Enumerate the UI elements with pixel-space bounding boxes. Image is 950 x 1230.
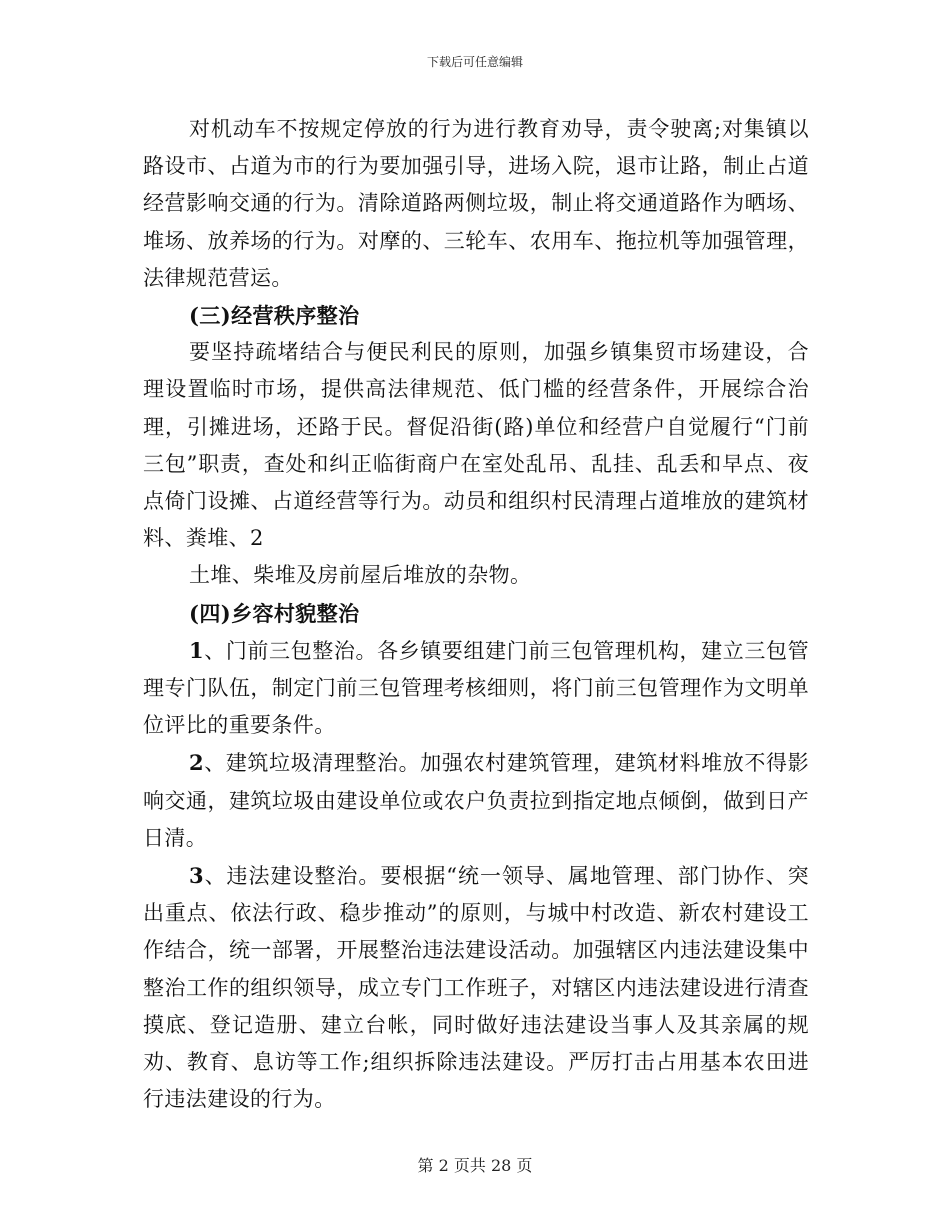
- page-header: 下载后可任意编辑: [426, 55, 523, 69]
- section-heading-business-order: (三)经营秩序整治: [189, 303, 360, 329]
- item-text: 、门前三包整治。各乡镇要组建门前三包管理机构，建立三包管理专门队伍，制定门前三包管理考核细则，将门前三包管理作为文明单位评比的重要条件。: [143, 638, 809, 738]
- paragraph-traffic-order: 对机动车不按规定停放的行为进行教育劝导，责令驶离;对集镇以路设市、占道为市的行为要加强引导，进场入院，退市让路，制止占道经营影响交通的行为。清除道路两侧垃圾，制止将交通道路作为晒场、堆场、放养场的行为。对摩的、三轮车、农用车、拖拉机等加强管理，法律规范营运。: [143, 117, 809, 290]
- list-item-construction-waste: [143, 744, 809, 857]
- paragraph-debris: 土堆、柴堆及房前屋后堆放的杂物。: [189, 563, 532, 588]
- section-heading-village-appearance: (四)乡容村貌整治: [189, 600, 360, 626]
- item-text: 、违法建设整治。要根据“统一领导、属地管理、部门协作、突出重点、依法行政、稳步推动”的原则，与城中村改造、新农村建设工作结合，统一部署，开展整治违法建设活动。加强辖区内违法建设集中整治工作的组织领导，成立专门工作班子，对辖区内违法建设进行清查摸底、登记造册、建立台帐，同时做好违法建设当事人及其亲属的规劝、教育、息访等工作;组织拆除违法建设。严厉打击占用基本农田进行违法建设的行为。: [143, 864, 809, 1112]
- item-number: 3: [189, 863, 205, 889]
- paragraph-business-order: 要坚持疏堵结合与便民利民的原则，加强乡镇集贸市场建设，合理设置临时市场，提供高法律规范、低门槛的经营条件，开展综合治理，引摊进场，还路于民。督促沿街(路)单位和经营户自觉履行“门前三包”职责，查处和纠正临街商户在室处乱吊、乱挂、乱丢和早点、夜点倚门设摊、占道经营等行为。动员和组织村民清理占道堆放的建筑材料、粪堆、2: [143, 340, 809, 551]
- list-item-illegal-construction: [143, 857, 809, 1118]
- document-body: [143, 111, 809, 1118]
- item-text: 、建筑垃圾清理整治。加强农村建筑管理，建筑材料堆放不得影响交通，建筑垃圾由建设单位或农户负责拉到指定地点倾倒，做到日产日清。: [143, 751, 809, 850]
- item-number: 1: [189, 637, 205, 663]
- item-number: 2: [189, 750, 205, 776]
- page-number-footer: 第 2 页共 28 页: [417, 1156, 533, 1175]
- list-item-three-guarantees: [143, 632, 809, 745]
